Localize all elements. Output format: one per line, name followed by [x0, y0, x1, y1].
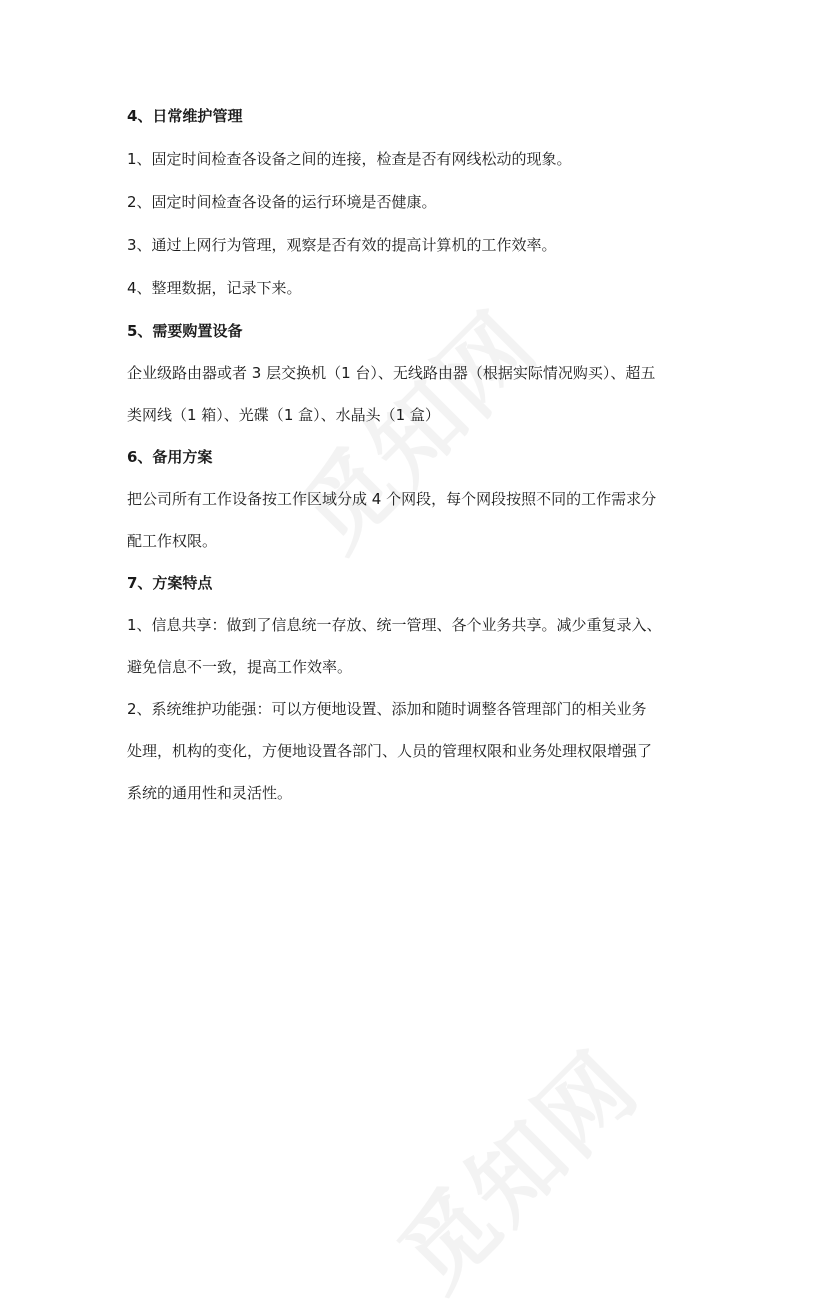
- section-heading: 6、备用方案: [127, 448, 213, 466]
- paragraph: [127, 487, 717, 553]
- section-heading: 4、日常维护管理: [127, 107, 243, 125]
- paragraph-line: 1、固定时间检查各设备之间的连接，检查是否有网线松动的现象。: [127, 150, 572, 168]
- paragraph: [127, 697, 717, 805]
- paragraph-line: 3、通过上网行为管理，观察是否有效的提高计算机的工作效率。: [127, 236, 557, 254]
- paragraph: [127, 190, 717, 214]
- paragraph-line: 把公司所有工作设备按工作区域分成 4 个网段，每个网段按照不同的工作需求分: [127, 490, 657, 508]
- watermark-text: [366, 1018, 663, 1315]
- paragraph-line: 避免信息不一致，提高工作效率。: [127, 658, 353, 676]
- paragraph-line: 处理，机构的变化，方便地设置各部门、人员的管理权限和业务处理权限增强了: [127, 742, 653, 760]
- paragraph: [127, 361, 717, 427]
- section-heading: 5、需要购置设备: [127, 322, 243, 340]
- section-heading: 7、方案特点: [127, 574, 213, 592]
- paragraph-line: 1、信息共享：做到了信息统一存放、统一管理、各个业务共享。减少重复录入、: [127, 616, 662, 634]
- paragraph-line: 类网线（1 箱）、光碟（1 盒）、水晶头（1 盒）: [127, 406, 440, 424]
- paragraph: [127, 613, 717, 679]
- document-body: [127, 104, 717, 823]
- paragraph-line: 配工作权限。: [127, 532, 218, 550]
- paragraph: [127, 276, 717, 300]
- paragraph-line: 4、整理数据，记录下来。: [127, 279, 302, 297]
- paragraph: [127, 233, 717, 257]
- paragraph-line: 2、固定时间检查各设备的运行环境是否健康。: [127, 193, 437, 211]
- paragraph-line: 企业级路由器或者 3 层交换机（1 台）、无线路由器（根据实际情况购买）、超五: [127, 364, 656, 382]
- paragraph-line: 系统的通用性和灵活性。: [127, 784, 293, 802]
- paragraph-line: 2、系统维护功能强：可以方便地设置、添加和随时调整各管理部门的相关业务: [127, 700, 647, 718]
- paragraph: [127, 147, 717, 171]
